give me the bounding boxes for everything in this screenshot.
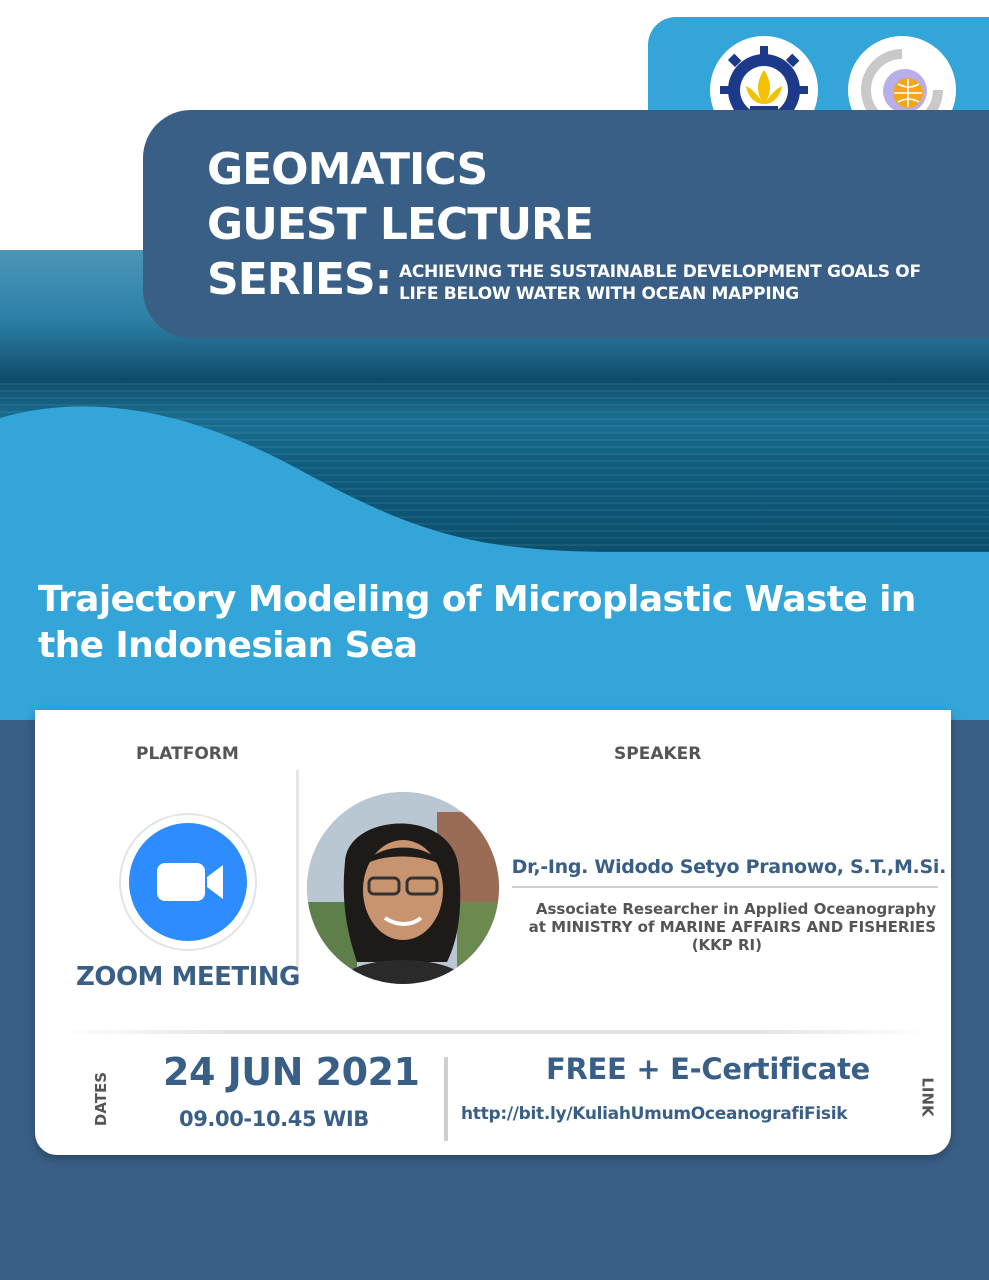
speaker-label: SPEAKER	[614, 744, 702, 764]
speaker-role-line-3: (KKP RI)	[691, 936, 762, 954]
speaker-portrait-icon	[307, 792, 499, 984]
event-offer: FREE + E-Certificate	[546, 1052, 871, 1086]
speaker-role-line-1: Associate Researcher in Applied Oceanography	[535, 900, 936, 918]
zoom-disc	[129, 823, 247, 941]
speaker-name: Dr,-Ing. Widodo Setyo Pranowo, S.T.,M.Si.	[511, 856, 946, 878]
platform-name: ZOOM MEETING	[76, 962, 300, 992]
link-label: LINK	[918, 1077, 937, 1117]
zoom-logo	[121, 815, 255, 949]
event-time: 09.00-10.45 WIB	[179, 1107, 369, 1131]
speaker-role	[480, 900, 936, 954]
header-line-1: GEOMATICS	[207, 144, 488, 195]
speaker-role-line-2: at MINISTRY of MARINE AFFAIRS AND FISHERIES	[528, 918, 936, 936]
event-divider	[444, 1057, 448, 1141]
event-date: 24 JUN 2021	[163, 1050, 420, 1094]
header-subtitle-line-1: ACHIEVING THE SUSTAINABLE DEVELOPMENT GOALS OF	[399, 262, 921, 282]
event-link[interactable]: http://bit.ly/KuliahUmumOceanografiFisik	[461, 1104, 848, 1124]
column-divider	[296, 770, 299, 980]
header-line-3: SERIES:	[207, 254, 392, 305]
section-divider	[60, 1030, 930, 1034]
dates-label: DATES	[92, 1071, 111, 1127]
header-line-2: GUEST LECTURE	[207, 199, 593, 250]
speaker-name-rule	[512, 886, 938, 888]
talk-title: Trajectory Modeling of Microplastic Waste in the Indonesian Sea	[38, 579, 916, 666]
platform-label: PLATFORM	[136, 744, 239, 764]
header-subtitle-line-2: LIFE BELOW WATER WITH OCEAN MAPPING	[399, 284, 799, 304]
speaker-photo	[307, 792, 499, 984]
video-camera-icon	[129, 823, 247, 941]
